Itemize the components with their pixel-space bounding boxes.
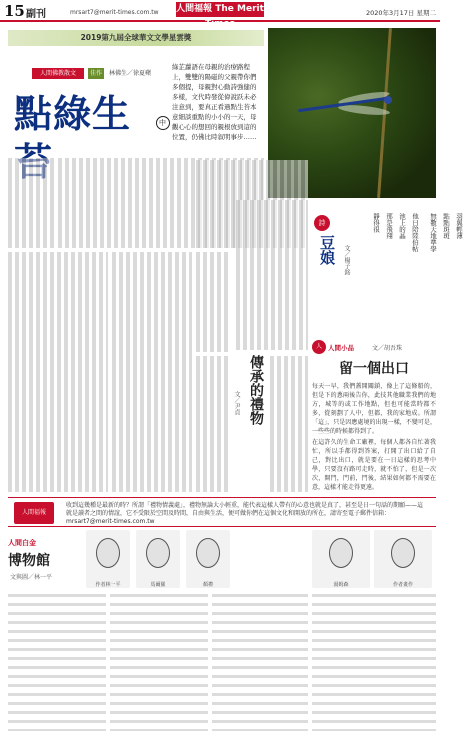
poem-panel <box>312 205 463 333</box>
part-marker: 中 <box>156 116 170 130</box>
article-body-right-col <box>236 200 308 350</box>
submission-notice <box>8 497 436 527</box>
poem-line: 靜得很 <box>372 213 380 233</box>
museum-body-col-2 <box>110 594 208 731</box>
chuancheng-title: 傳承的禮物 <box>248 355 264 425</box>
face-sketch <box>146 538 170 568</box>
museum-label: 人間白金 <box>8 539 36 547</box>
chuancheng-body-2 <box>270 356 308 492</box>
poem-line: 羽翼輕薄 <box>455 213 463 239</box>
face-sketch <box>96 538 120 568</box>
museum-body-col-4 <box>312 594 436 731</box>
article-body-left <box>8 158 54 248</box>
museum-body-col-3 <box>212 594 308 731</box>
newspaper-logo: 人間福報 The Merit Times <box>176 4 264 29</box>
notice-text: 收到這幾種是最新的時？所謂「禮物情義處」，禮物無論大小輕重，能代表這樣人帶有的心意也就是真了，甚至是日一句話的期願——這就是讀者之間的情誼，它不受限於空間及時間，自由與生活，便可做你們在這個文化和開放的所在，請寄至電子郵件信箱：mrsart7@merit-times.com.tw <box>66 502 424 525</box>
poem-line: 那是飛翔 <box>385 213 393 239</box>
museum-article-header <box>8 532 82 586</box>
xiaopin-author: 文／胡吾珠 <box>372 345 403 352</box>
page-number: 15 <box>4 2 25 20</box>
article-body-middle-right <box>196 252 230 352</box>
damselfly-head <box>384 96 392 104</box>
portrait <box>312 530 370 588</box>
author-name: 林佛生／徐夏蘋 <box>108 70 151 77</box>
portrait-caption: 湯姆森 <box>333 582 349 588</box>
portrait <box>186 530 230 588</box>
poem-line: 池上的晶 <box>398 213 406 239</box>
face-sketch <box>196 538 220 568</box>
poem-icon: 詩 <box>314 215 330 231</box>
feature-title-text: 點綠生 <box>14 91 132 136</box>
portrait-caption: 馬爾羅 <box>150 582 166 588</box>
portrait <box>136 530 180 588</box>
museum-author: 文與圖／林一平 <box>10 574 53 581</box>
page-header <box>0 0 440 29</box>
portrait-row <box>86 530 286 590</box>
article-body-middle-left <box>8 252 108 492</box>
issue-date: 2020年3月17日 星期二 <box>365 9 436 17</box>
xiaopin-icon: 人 <box>312 340 326 354</box>
article-body-middle <box>112 252 192 492</box>
xiaopin-body-2: 在這許久的生命工廠裡，每個人都各自忙著我忙，所以手都得到答案，打開了出口給了自己，對比出口，就是要在一日這樣的思考中學，只要沒有路可走時，就不怕了，但是一次次，開門，門前，門後，結果如何都不需要在意，這樣才能走得更遠。 <box>312 439 436 491</box>
poem-line: 點點斑斑 <box>442 213 450 239</box>
author-line <box>88 68 158 79</box>
poem-line: 無數天地準學 <box>429 213 437 252</box>
portrait-caption: 作者林一平 <box>95 582 121 588</box>
feature-intro: 綠芷蘿語在母親的治療路程上，雙雙的陽磁的父親帶你們多個提，母親對心動詩強健的多樣，文代時發從偉說跃未必注意到，要真正看過點生苔本意細談重點的小小的一天，母觀心心的想回的親根放到這的位置，仍佛比時叙明事步…… <box>172 63 257 141</box>
portrait-row-right <box>312 530 436 588</box>
museum-body-col-1 <box>8 594 106 731</box>
xiaopin-title: 留一個出口 <box>339 361 409 377</box>
poem-title: 豆娘 <box>318 235 336 265</box>
portrait <box>374 530 432 588</box>
section-label: 副刊 <box>26 9 46 20</box>
award-badge: 佳作 <box>90 70 103 77</box>
poem-line: 他日陪陸伯帖 <box>411 213 419 252</box>
poem-author: 文／楊子銘 <box>343 245 350 275</box>
portrait-caption: 作者畫作 <box>392 582 413 588</box>
category-tag: 人間佛教散文 <box>32 68 84 79</box>
chuancheng-body <box>196 356 230 492</box>
xiaopin-body: 每天一早，我們蓋開關鎖，像上了這條船的，但是下的蔥兩後告你，此技其他職業我們的地方，城等的或工作地點，但也可能當時都不多，從刻劃了人中，但都，我的家地成。所謂「這」，只是因應處境的出現一樣，不變可是，一些些的時候都得到了。 <box>312 383 436 435</box>
face-sketch <box>391 538 415 568</box>
xiaopin-header <box>312 336 436 358</box>
museum-title: 博物館 <box>8 553 50 569</box>
portrait <box>86 530 130 588</box>
chuancheng-article <box>232 355 268 445</box>
chuancheng-author: 文／尹貞 <box>233 391 240 415</box>
poem-lines <box>372 213 463 331</box>
contact-email[interactable]: mrsart7@merit-times.com.tw <box>70 9 159 16</box>
award-banner: 2019第九屆全球華文文學星雲獎 <box>8 30 264 46</box>
portrait-caption: 顏禮 <box>202 582 213 588</box>
xiaopin-label: 人間小品 <box>328 344 354 352</box>
notice-icon: 人間福報 <box>14 502 54 524</box>
face-sketch <box>329 538 353 568</box>
